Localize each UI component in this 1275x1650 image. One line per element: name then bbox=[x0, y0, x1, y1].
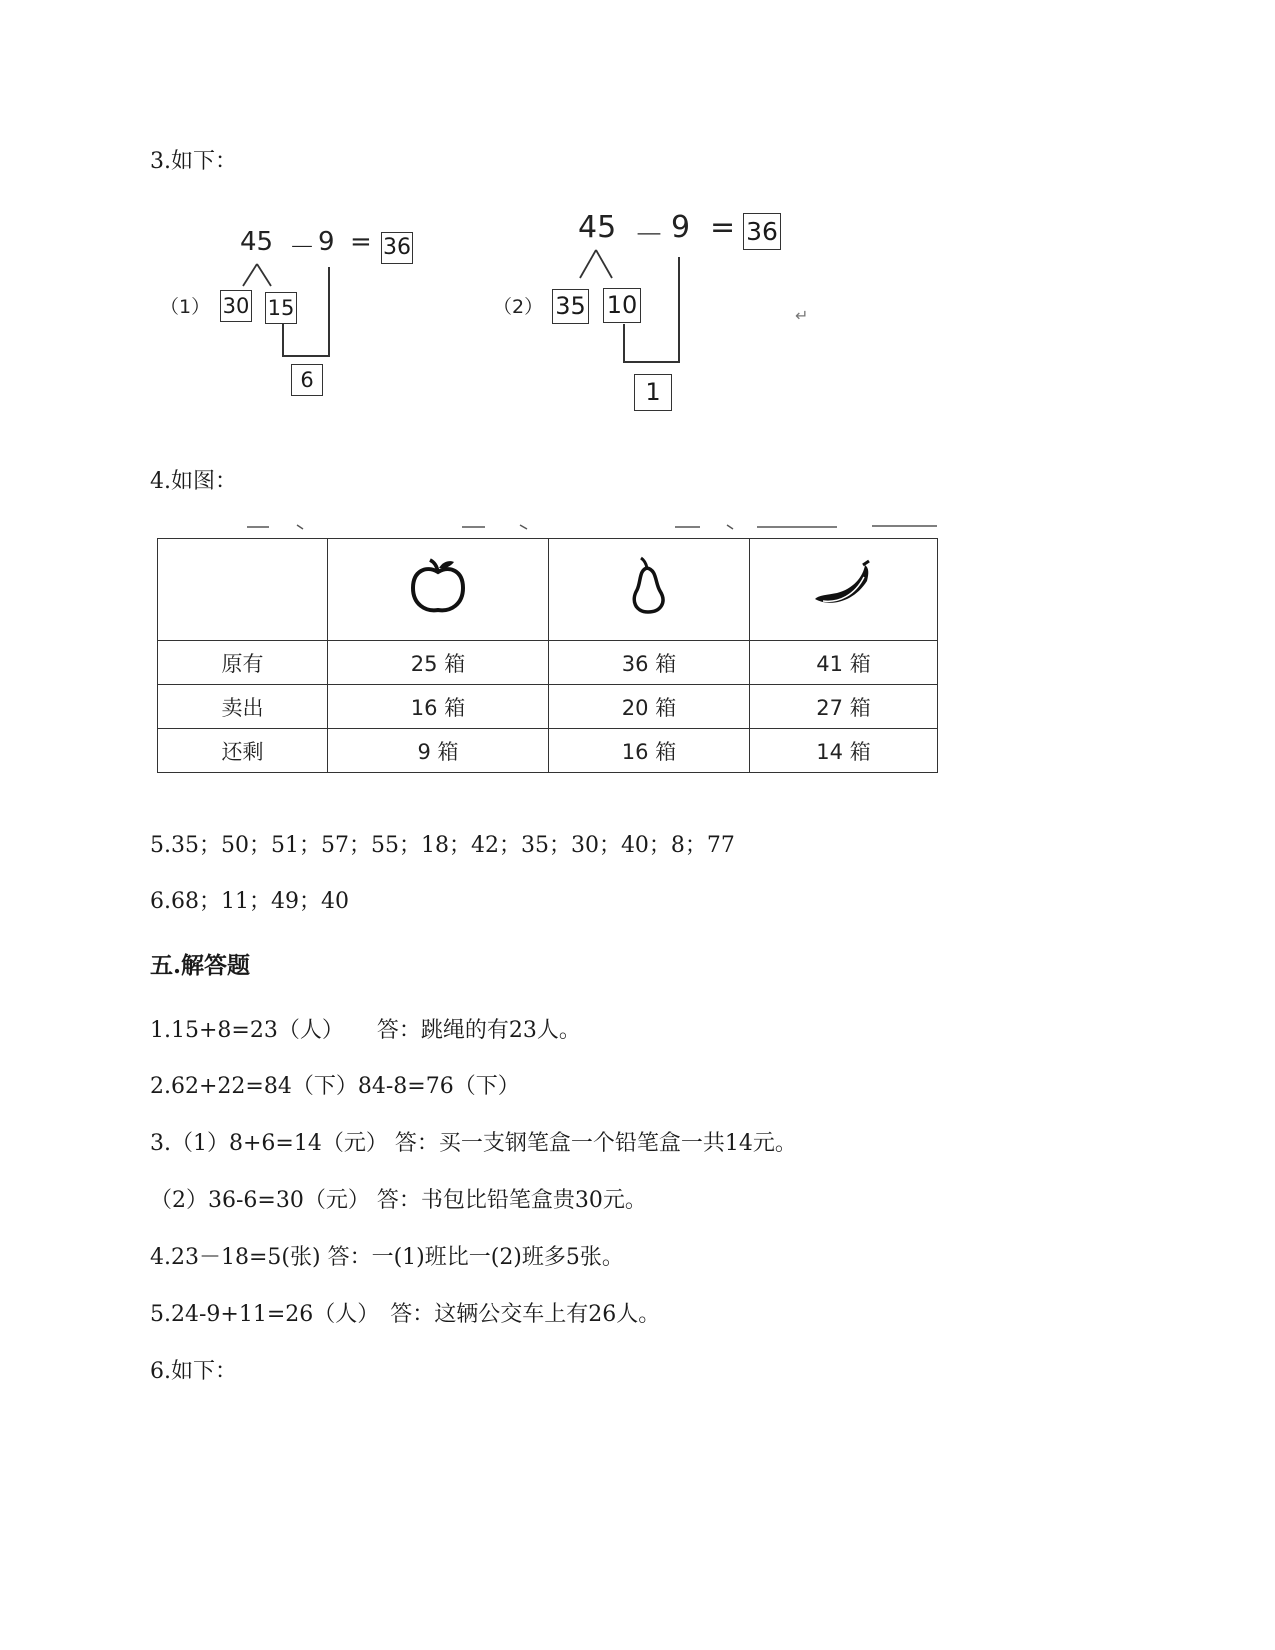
item-3-label: 3.如下： bbox=[150, 149, 237, 174]
diagram-1-result-box: 36 bbox=[381, 232, 413, 264]
diagram-1-bottom-box: 6 bbox=[291, 364, 323, 396]
table-cell: 9 箱 bbox=[328, 729, 549, 773]
answer-line-6: 5.24-9+11=26（人） 答：这辆公交车上有26人。 bbox=[150, 1302, 661, 1327]
diagram-1-equals: = bbox=[350, 227, 372, 257]
item-5-answers: 5.35；50；51；57；55；18；42；35；30；40；8；77 bbox=[150, 833, 735, 858]
row-label: 原有 bbox=[158, 641, 328, 685]
table-cell: 16 箱 bbox=[328, 685, 549, 729]
table-row-sold bbox=[158, 685, 938, 729]
answer-line-5: 4.23－18=5(张) 答：一(1)班比一(2)班多5张。 bbox=[150, 1245, 624, 1270]
table-cell: 14 箱 bbox=[750, 729, 938, 773]
apple-icon bbox=[408, 556, 468, 618]
table-header-pear bbox=[549, 539, 750, 641]
row-label: 还剩 bbox=[158, 729, 328, 773]
fruit-stock-table bbox=[157, 538, 938, 773]
diagram-1-split-lines bbox=[240, 262, 274, 288]
cropped-text-fragments bbox=[157, 521, 947, 531]
table-header-banana bbox=[750, 539, 938, 641]
diagram-1-bottom-line bbox=[282, 355, 330, 357]
item-4-label: 4.如图： bbox=[150, 469, 237, 494]
diagram-1-operator: － bbox=[289, 233, 316, 263]
diagram-2-split-a-box: 35 bbox=[552, 289, 589, 324]
diagram-2-result-box: 36 bbox=[743, 213, 781, 250]
diagram-1-right-line bbox=[328, 267, 330, 356]
diagram-1-split-b-box: 15 bbox=[265, 292, 297, 324]
table-header-empty-cell bbox=[158, 539, 328, 641]
diagram-1-left-line bbox=[282, 323, 284, 356]
row-label: 卖出 bbox=[158, 685, 328, 729]
diagram-1-subtrahend: 9 bbox=[318, 227, 335, 257]
table-row-original bbox=[158, 641, 938, 685]
answer-line-3: 3.（1）8+6=14（元） 答：买一支钢笔盒一个铅笔盒一共14元。 bbox=[150, 1131, 797, 1156]
table-cell: 27 箱 bbox=[750, 685, 938, 729]
table-header-apple bbox=[328, 539, 549, 641]
diagram-2-bottom-line bbox=[623, 361, 680, 363]
diagram-2-minuend: 45 bbox=[578, 210, 617, 245]
diagram-2-label: （2） bbox=[493, 296, 544, 318]
table-cell: 41 箱 bbox=[750, 641, 938, 685]
table-cell: 25 箱 bbox=[328, 641, 549, 685]
diagram-1-split-a-box: 30 bbox=[220, 290, 252, 322]
banana-icon bbox=[809, 559, 879, 615]
table-cell: 20 箱 bbox=[549, 685, 750, 729]
item-6-answers: 6.68；11；49；40 bbox=[150, 889, 349, 914]
pear-icon bbox=[627, 556, 671, 618]
diagram-2-bottom-box: 1 bbox=[634, 374, 672, 411]
answer-line-2: 2.62+22=84（下）84-8=76（下） bbox=[150, 1074, 520, 1099]
answer-line-4: （2）36-6=30（元） 答：书包比铅笔盒贵30元。 bbox=[150, 1188, 647, 1213]
diagram-2-left-line bbox=[623, 324, 625, 362]
diagram-2-right-line bbox=[678, 257, 680, 363]
diagram-2-equals: = bbox=[710, 210, 736, 245]
answer-line-7: 6.如下： bbox=[150, 1359, 237, 1384]
table-cell: 36 箱 bbox=[549, 641, 750, 685]
diagram-2-subtrahend: 9 bbox=[671, 210, 691, 245]
table-cell: 16 箱 bbox=[549, 729, 750, 773]
diagram-1-minuend: 45 bbox=[240, 227, 274, 257]
diagram-2-split-b-box: 10 bbox=[603, 288, 641, 323]
diagram-1-label: （1） bbox=[160, 296, 211, 318]
diagram-2-operator: － bbox=[634, 218, 664, 253]
diagram-2-split-lines bbox=[577, 248, 615, 280]
answer-line-1: 1.15+8=23（人） 答：跳绳的有23人。 bbox=[150, 1018, 581, 1043]
return-mark: ↵ bbox=[795, 306, 809, 325]
table-row-remaining bbox=[158, 729, 938, 773]
section-title: 五.解答题 bbox=[150, 952, 251, 979]
